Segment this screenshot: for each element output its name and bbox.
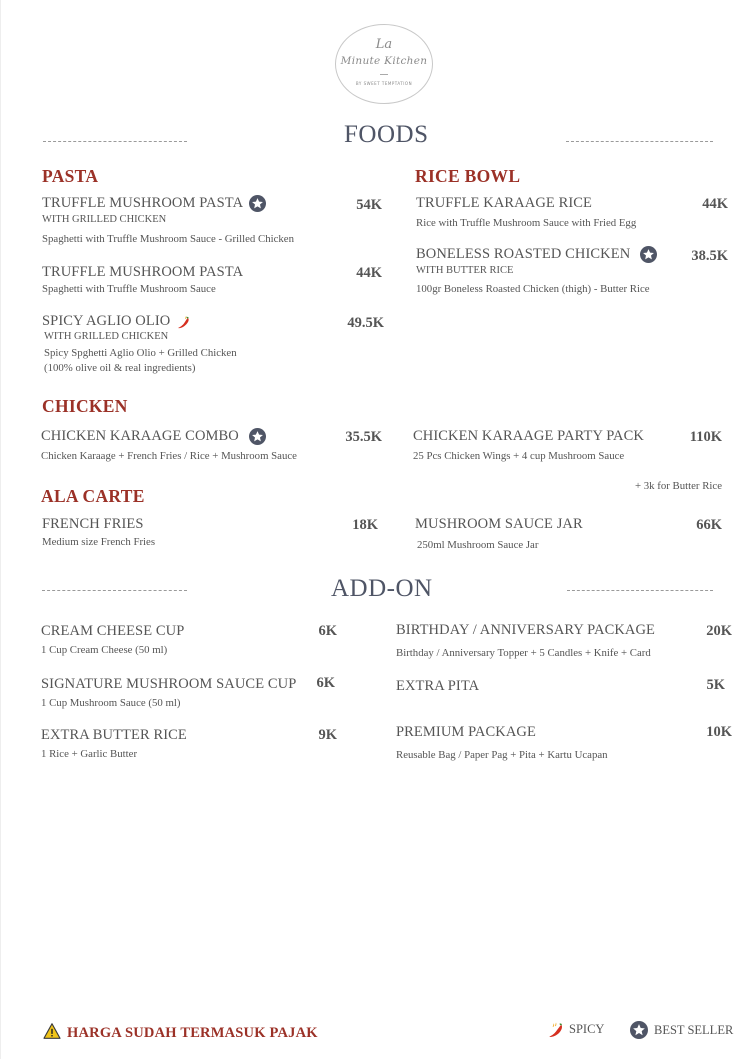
item-description: 25 Pcs Chicken Wings + 4 cup Mushroom Sauce bbox=[413, 450, 625, 462]
category-chicken: CHICKEN bbox=[42, 396, 128, 416]
item-subtitle: WITH GRILLED CHICKEN bbox=[44, 331, 169, 342]
item-description: 1 Cup Cream Cheese (50 ml) bbox=[41, 644, 168, 656]
item-price: 44K bbox=[702, 196, 728, 212]
menu-item-name bbox=[42, 516, 144, 533]
item-price: 20K bbox=[706, 623, 732, 639]
item-description: Spicy Spghetti Aglio Olio + Grilled Chicken bbox=[44, 347, 237, 359]
item-subtitle: WITH BUTTER RICE bbox=[416, 265, 514, 276]
item-price: 9K bbox=[318, 727, 337, 743]
category-pasta: PASTA bbox=[42, 166, 99, 186]
best-seller-icon bbox=[630, 1021, 648, 1039]
item-description: Reusable Bag / Paper Pag + Pita + Kartu Ucapan bbox=[396, 749, 608, 761]
item-description: 100gr Boneless Roasted Chicken (thigh) - Butter Rice bbox=[416, 283, 650, 295]
item-price: 5K bbox=[706, 677, 725, 693]
item-title: BONELESS ROASTED CHICKEN bbox=[416, 246, 631, 262]
legend-spicy-label: SPICY bbox=[569, 1021, 605, 1036]
addon-item-name bbox=[41, 727, 187, 744]
item-title: TRUFFLE MUSHROOM PASTA bbox=[42, 195, 244, 211]
menu-item-name bbox=[42, 264, 243, 281]
item-description: Medium size French Fries bbox=[42, 536, 156, 548]
logo-divider bbox=[380, 74, 388, 75]
item-title: FRENCH FRIES bbox=[42, 516, 144, 532]
item-title: EXTRA PITA bbox=[396, 678, 480, 694]
legend-best-seller-label: BEST SELLER bbox=[654, 1022, 734, 1037]
item-subtitle: WITH GRILLED CHICKEN bbox=[42, 214, 167, 225]
restaurant-logo bbox=[335, 24, 433, 104]
best-seller-icon bbox=[249, 195, 266, 212]
addon-item-name bbox=[396, 622, 655, 639]
item-title: CREAM CHEESE CUP bbox=[41, 623, 185, 639]
item-price: 66K bbox=[696, 517, 722, 533]
section-title-addon: ADD-ON bbox=[331, 575, 433, 602]
item-description: 1 Rice + Garlic Butter bbox=[41, 748, 138, 760]
item-title: TRUFFLE KARAAGE RICE bbox=[416, 195, 593, 211]
item-price: 54K bbox=[356, 197, 382, 213]
addon-item-name bbox=[41, 623, 184, 640]
item-title: CHICKEN KARAAGE COMBO bbox=[41, 428, 239, 444]
spicy-chili-icon bbox=[176, 314, 192, 330]
best-seller-icon bbox=[640, 246, 657, 263]
divider-right bbox=[567, 590, 713, 591]
item-price: 110K bbox=[689, 429, 722, 445]
item-title: PREMIUM PACKAGE bbox=[396, 724, 536, 740]
category-ala-carte: ALA CARTE bbox=[41, 486, 145, 506]
addon-item-name bbox=[396, 724, 536, 741]
item-title: MUSHROOM SAUCE JAR bbox=[415, 516, 583, 532]
legend-best-seller bbox=[630, 1021, 733, 1039]
item-price: 35.5K bbox=[345, 429, 382, 445]
item-price: 38.5K bbox=[691, 248, 728, 264]
item-description: 1 Cup Mushroom Sauce (50 ml) bbox=[41, 697, 181, 709]
item-title: CHICKEN KARAAGE PARTY PACK bbox=[413, 428, 644, 444]
item-description: Spaghetti with Truffle Mushroom Sauce bbox=[42, 283, 216, 295]
menu-item-name bbox=[415, 516, 583, 533]
item-description: Birthday / Anniversary Topper + 5 Candles + Knife + Card bbox=[396, 647, 651, 659]
menu-item-name bbox=[416, 195, 592, 212]
item-description: Chicken Karaage + French Fries / Rice + Mushroom Sauce bbox=[41, 450, 297, 462]
item-price: 6K bbox=[316, 675, 335, 691]
menu-item-name bbox=[416, 246, 657, 263]
item-description: Spaghetti with Truffle Mushroom Sauce - Grilled Chicken bbox=[42, 233, 295, 245]
category-rice-bowl: RICE BOWL bbox=[415, 166, 521, 186]
best-seller-icon bbox=[249, 428, 266, 445]
logo-line-2: Minute Kitchen bbox=[340, 55, 428, 67]
menu-item-name bbox=[42, 313, 192, 330]
legend-spicy bbox=[547, 1021, 604, 1037]
addon-item-name bbox=[396, 678, 479, 695]
spicy-chili-icon bbox=[547, 1021, 563, 1037]
item-title: SPICY AGLIO OLIO bbox=[42, 313, 171, 329]
section-title-foods: FOODS bbox=[344, 121, 429, 148]
item-price: 44K bbox=[356, 265, 382, 281]
item-description: Rice with Truffle Mushroom Sauce with Fried Egg bbox=[416, 217, 637, 229]
item-title: BIRTHDAY / ANNIVERSARY PACKAGE bbox=[396, 622, 656, 638]
item-title: EXTRA BUTTER RICE bbox=[41, 727, 187, 743]
menu-item-name bbox=[41, 428, 266, 445]
item-price: 6K bbox=[318, 623, 337, 639]
logo-line-1: La bbox=[375, 37, 393, 52]
logo-line-3: BY SWEET TEMPTATION bbox=[355, 81, 413, 86]
addon-item-name bbox=[41, 676, 296, 693]
item-description: 250ml Mushroom Sauce Jar bbox=[417, 539, 539, 551]
item-note: + 3k for Butter Rice bbox=[634, 480, 722, 492]
item-title: SIGNATURE MUSHROOM SAUCE CUP bbox=[41, 676, 297, 692]
item-description-2: (100% olive oil & real ingredients) bbox=[44, 362, 196, 374]
divider-left bbox=[43, 141, 187, 142]
item-price: 18K bbox=[352, 517, 378, 533]
warning-icon bbox=[43, 1023, 61, 1044]
tax-notice bbox=[43, 1023, 318, 1044]
divider-right bbox=[566, 141, 713, 142]
divider-left bbox=[42, 590, 187, 591]
item-title: TRUFFLE MUSHROOM PASTA bbox=[42, 264, 244, 280]
menu-item-name bbox=[42, 195, 266, 212]
item-price: 10K bbox=[706, 724, 732, 740]
item-price: 49.5K bbox=[347, 315, 384, 331]
tax-notice-text: HARGA SUDAH TERMASUK PAJAK bbox=[67, 1025, 318, 1041]
menu-item-name bbox=[413, 428, 644, 445]
